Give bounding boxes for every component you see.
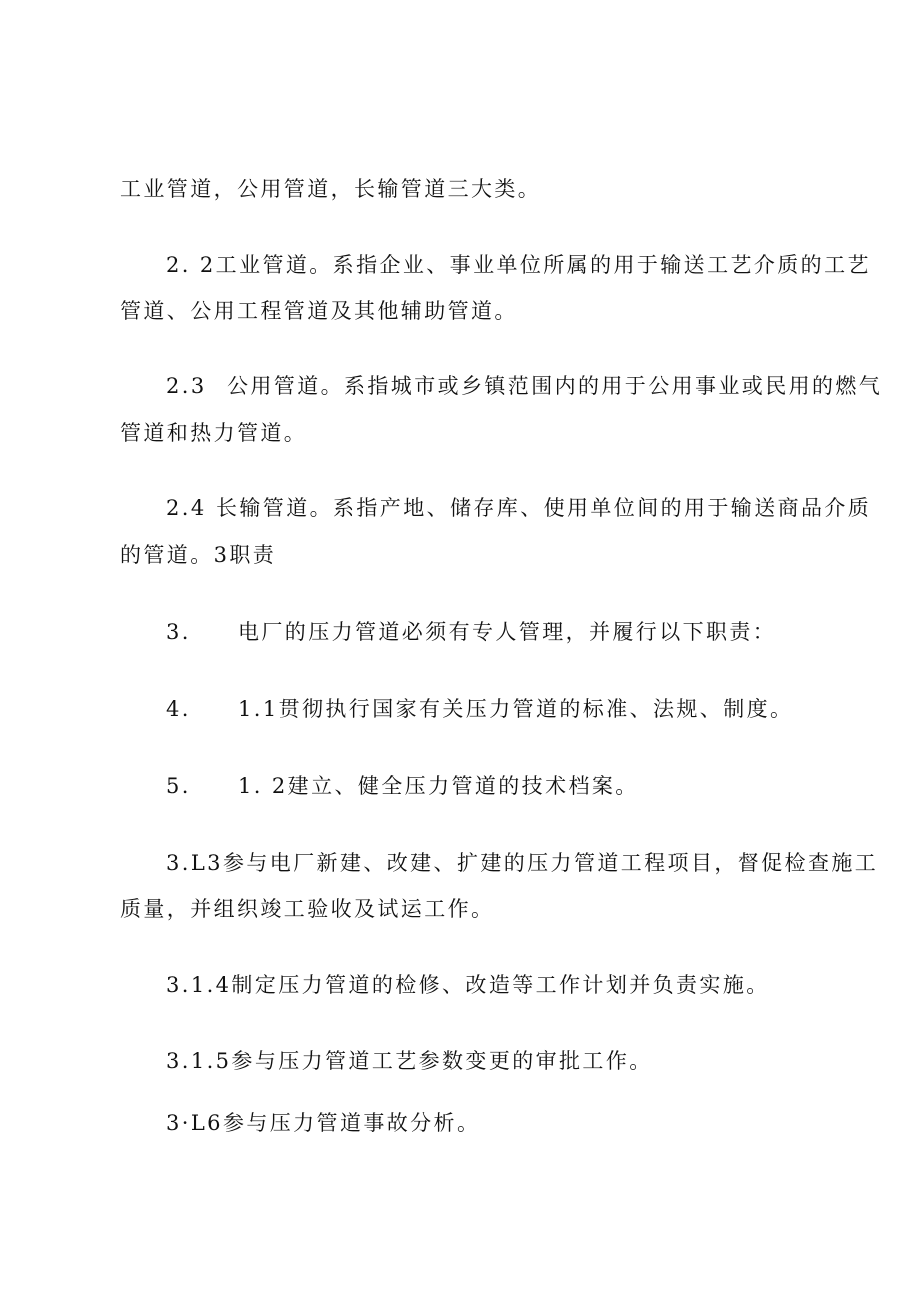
text-line: 3.1.5参与压力管道工艺参数变更的审批工作。: [166, 1049, 653, 1073]
text-line: 3.1.4制定压力管道的检修、改造等工作计划并负责实施。: [166, 973, 770, 997]
list-number: 5.: [166, 774, 191, 798]
text-line: 2. 2工业管道。系指企业、事业单位所属的用于输送工艺介质的工艺: [166, 253, 871, 277]
text-line: 公用管道。系指城市或乡镇范围内的用于公用事业或民用的燃气: [227, 374, 883, 398]
text-line: 管道、公用工程管道及其他辅助管道。: [120, 299, 518, 323]
text-line: 1. 2建立、健全压力管道的技术档案。: [238, 774, 639, 798]
text-line: 3.L3参与电厂新建、改建、扩建的压力管道工程项目，督促检查施工: [166, 851, 879, 875]
text-line: 3·L6参与压力管道事故分析。: [166, 1111, 481, 1135]
text-line: 管道和热力管道。: [120, 421, 308, 445]
text-line: 工业管道，公用管道，长输管道三大类。: [120, 177, 542, 201]
text-line: 长输管道。系指产地、储存库、使用单位间的用于输送商品介质: [216, 496, 872, 520]
section-number: 2.3: [166, 374, 207, 398]
list-number: 3.: [166, 620, 191, 644]
text-line: 质量，并组织竣工验收及试运工作。: [120, 897, 495, 921]
text-line: 电厂的压力管道必须有专人管理，并履行以下职责：: [238, 620, 777, 644]
section-number: 2.4: [166, 496, 207, 520]
list-number: 4.: [166, 697, 191, 721]
text-line: 的管道。3职责: [120, 543, 277, 567]
text-line: 1.1贯彻执行国家有关压力管道的标准、法规、制度。: [238, 697, 794, 721]
